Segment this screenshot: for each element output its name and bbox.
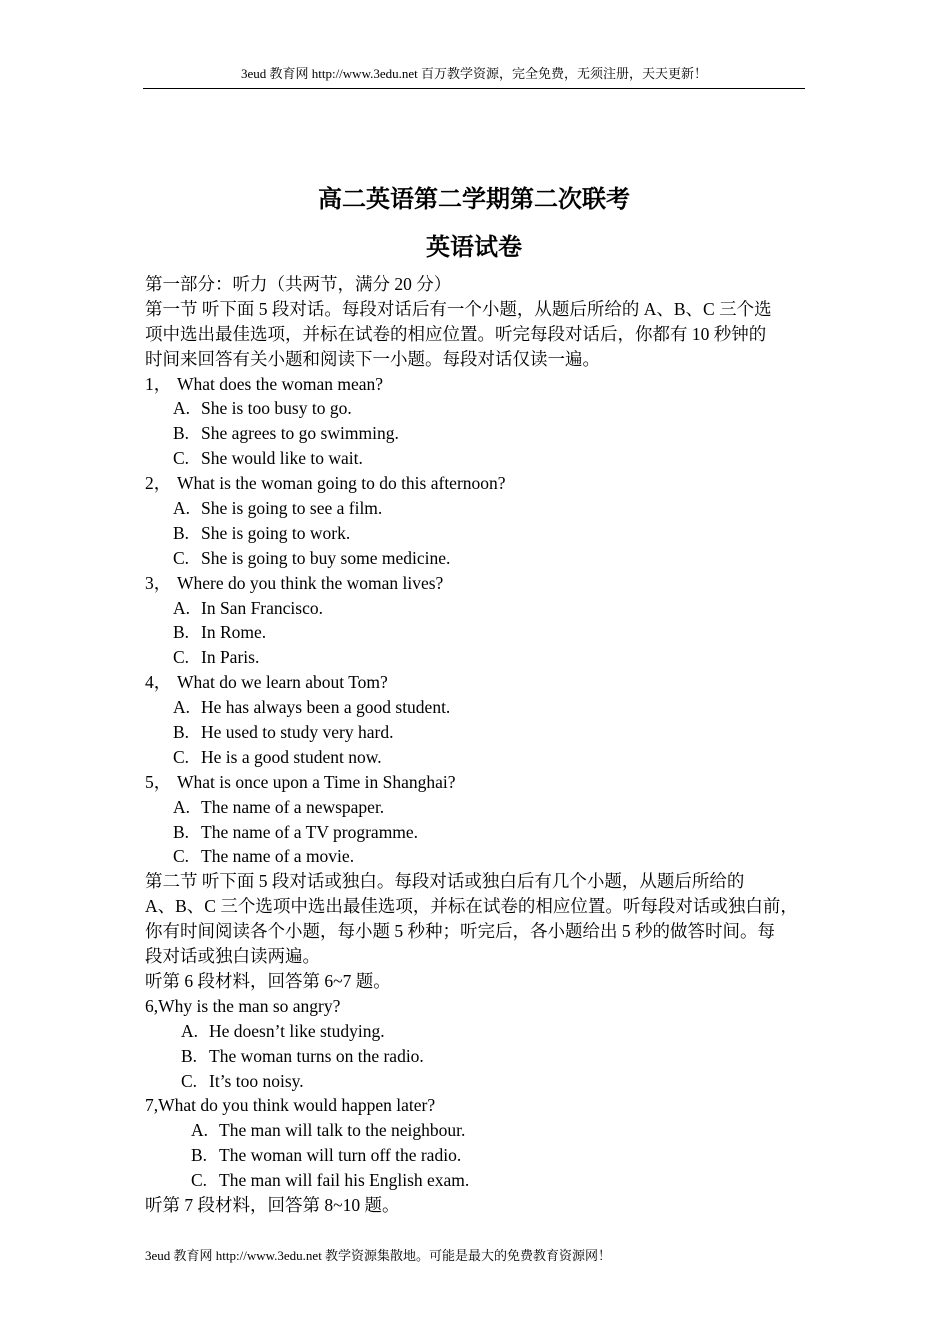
- section1-instruction-line: 项中选出最佳选项，并标在试卷的相应位置。听完每段对话后，你都有 10 秒钟的: [145, 323, 767, 344]
- option-label: C.: [191, 1170, 208, 1191]
- option-c: [145, 645, 807, 670]
- question-number: 3，: [145, 572, 172, 593]
- page-footer: 3eud 教育网 http://www.3edu.net 教学资源集散地。可能是最大的免费教育资源网！: [145, 1248, 612, 1263]
- option-c: [145, 1069, 807, 1094]
- option-text: The name of a movie.: [201, 846, 355, 867]
- option-a: [145, 1118, 807, 1143]
- option-text: She is going to buy some medicine.: [201, 547, 451, 568]
- option-text: It’s too noisy.: [209, 1070, 304, 1091]
- question-text: Where do you think the woman lives?: [177, 572, 444, 593]
- question-text: What does the woman mean?: [177, 373, 384, 394]
- option-b: [145, 620, 807, 645]
- option-text: In Paris.: [201, 647, 260, 668]
- option-label: B.: [191, 1145, 208, 1166]
- option-label: A.: [181, 1020, 199, 1041]
- option-label: B.: [173, 423, 190, 444]
- option-a: [145, 496, 807, 521]
- option-text: In Rome.: [201, 622, 267, 643]
- option-b: [145, 820, 807, 845]
- option-text: He has always been a good student.: [201, 697, 451, 718]
- material-7-heading: 听第 7 段材料，回答第 8~10 题。: [145, 1194, 400, 1215]
- option-c: [145, 745, 807, 770]
- question-number: 5，: [145, 771, 172, 792]
- section2-instruction-line: 段对话或独白读两遍。: [145, 946, 320, 967]
- option-label: C.: [173, 547, 190, 568]
- option-label: B.: [181, 1045, 198, 1066]
- option-b: [145, 421, 807, 446]
- option-label: C.: [173, 846, 190, 867]
- section1-instruction-line: 第一节 听下面 5 段对话。每段对话后有一个小题，从题后所给的 A、B、C 三个选: [145, 298, 772, 319]
- option-label: A.: [173, 597, 191, 618]
- option-c: [145, 446, 807, 471]
- option-a: [145, 596, 807, 621]
- option-label: C.: [173, 448, 190, 469]
- part1-heading: 第一部分：听力（共两节，满分 20 分）: [145, 274, 452, 294]
- question-6: 6,Why is the man so angry?: [145, 995, 341, 1016]
- option-label: A.: [173, 398, 191, 419]
- option-label: C.: [181, 1070, 198, 1091]
- section1-instruction-line: 时间来回答有关小题和阅读下一小题。每段对话仅读一遍。: [145, 348, 600, 369]
- option-text: He doesn’t like studying.: [209, 1020, 385, 1041]
- option-label: B.: [173, 821, 190, 842]
- question-text: What is the woman going to do this afternoon?: [177, 473, 506, 494]
- header-rule: [143, 88, 805, 89]
- question-number: 2，: [145, 473, 172, 494]
- material-6-heading: 听第 6 段材料，回答第 6~7 题。: [145, 970, 391, 991]
- question-5: [145, 770, 807, 795]
- page-header: 3eud 教育网 http://www.3edu.net 百万教学资源，完全免费，无须注册，天天更新！: [240, 66, 708, 81]
- option-label: A.: [191, 1120, 209, 1141]
- option-c: [145, 844, 807, 869]
- option-text: In San Francisco.: [201, 597, 323, 618]
- question-7: 7,What do you think would happen later?: [145, 1095, 436, 1116]
- option-text: She would like to wait.: [201, 448, 363, 469]
- option-label: C.: [173, 746, 190, 767]
- exam-title: 高二英语第二学期第二次联考: [318, 187, 630, 213]
- section2-instruction-line: A、B、C 三个选项中选出最佳选项，并标在试卷的相应位置。听每段对话或独白前，: [145, 896, 798, 917]
- option-label: A.: [173, 796, 191, 817]
- option-text: She is too busy to go.: [201, 398, 352, 419]
- question-4: [145, 670, 807, 695]
- section2-instruction-line: 你有时间阅读各个小题，每小题 5 秒种；听完后，各小题给出 5 秒的做答时间。每: [145, 921, 775, 942]
- option-label: A.: [173, 498, 191, 519]
- option-label: C.: [173, 647, 190, 668]
- question-text: What is once upon a Time in Shanghai?: [177, 771, 456, 792]
- option-text: He used to study very hard.: [201, 722, 394, 743]
- option-b: [145, 521, 807, 546]
- exam-subtitle: 英语试卷: [426, 235, 522, 261]
- option-a: [145, 795, 807, 820]
- option-text: The name of a newspaper.: [201, 796, 385, 817]
- option-a: [145, 396, 807, 421]
- option-c: [145, 1168, 807, 1193]
- option-text: He is a good student now.: [201, 746, 382, 767]
- question-number: 4，: [145, 672, 172, 693]
- option-label: B.: [173, 722, 190, 743]
- question-number: 1，: [145, 373, 172, 394]
- option-label: B.: [173, 522, 190, 543]
- question-1: [145, 372, 807, 397]
- option-a: [145, 1019, 807, 1044]
- question-3: [145, 571, 807, 596]
- option-label: A.: [173, 697, 191, 718]
- option-b: [145, 1143, 807, 1168]
- option-label: B.: [173, 622, 190, 643]
- option-a: [145, 695, 807, 720]
- exam-body: [145, 272, 807, 1218]
- option-c: [145, 546, 807, 571]
- option-text: The woman turns on the radio.: [209, 1045, 424, 1066]
- section2-instruction-line: 第二节 听下面 5 段对话或独白。每段对话或独白后有几个小题，从题后所给的: [145, 871, 745, 892]
- option-b: [145, 1044, 807, 1069]
- question-text: What do we learn about Tom?: [177, 672, 388, 693]
- option-text: The name of a TV programme.: [201, 821, 419, 842]
- option-text: She is going to see a film.: [201, 498, 383, 519]
- option-b: [145, 720, 807, 745]
- option-text: The woman will turn off the radio.: [219, 1145, 462, 1166]
- option-text: The man will fail his English exam.: [219, 1170, 470, 1191]
- option-text: The man will talk to the neighbour.: [219, 1120, 466, 1141]
- option-text: She agrees to go swimming.: [201, 423, 399, 444]
- option-text: She is going to work.: [201, 522, 351, 543]
- question-2: [145, 471, 807, 496]
